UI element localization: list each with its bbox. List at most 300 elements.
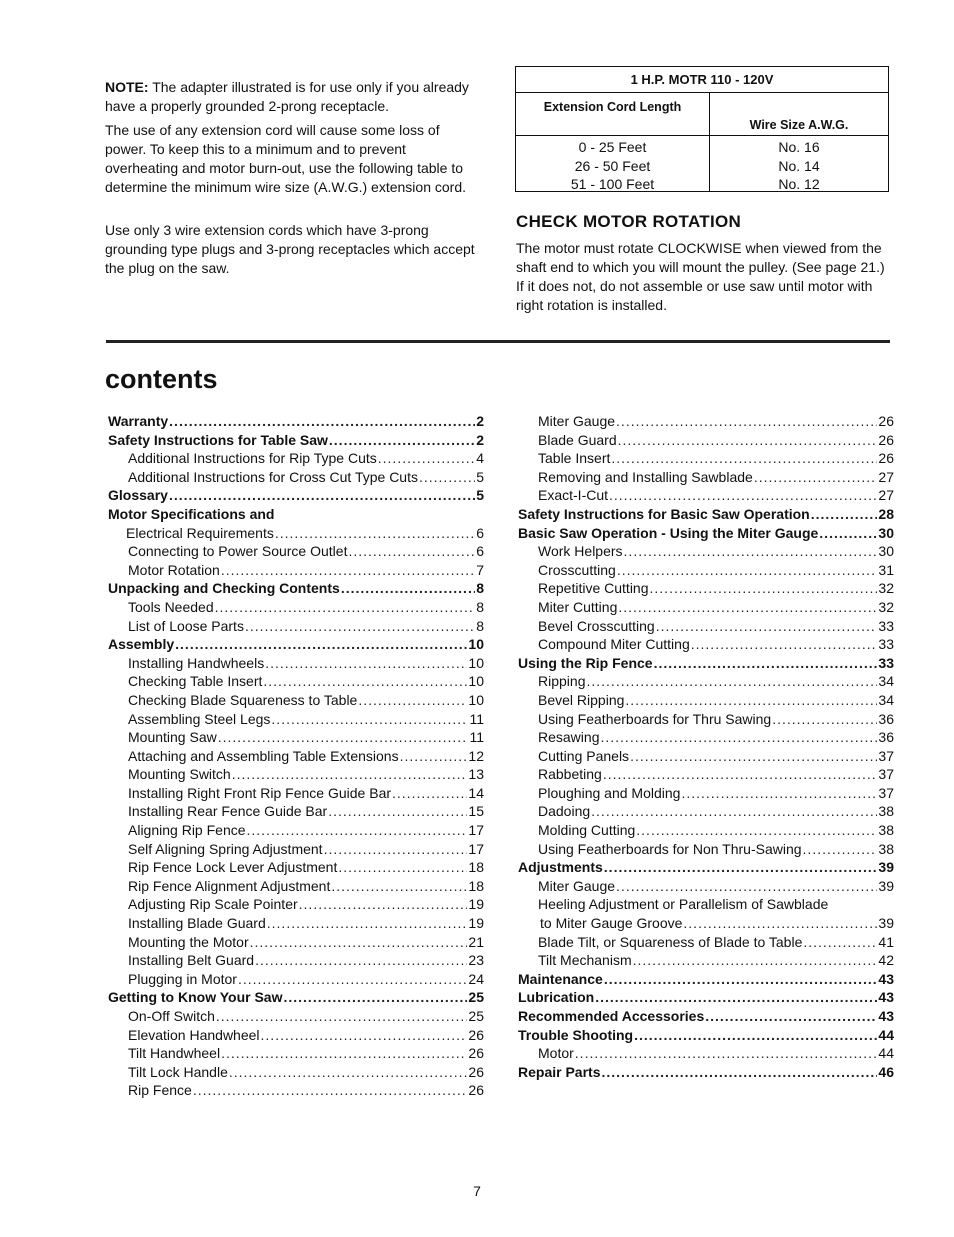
toc-entry-page: 8: [476, 617, 484, 634]
toc-leader-dots: [328, 802, 467, 821]
toc-entry: [108, 951, 484, 970]
toc-entry-page: 17: [468, 822, 484, 839]
toc-leader-dots: [218, 728, 469, 747]
toc-entry: [108, 821, 484, 840]
toc-entry-label: Aligning Rip Fence: [128, 822, 246, 839]
toc-entry: [108, 561, 484, 580]
toc-leader-dots: [616, 412, 877, 431]
toc-leader-dots: [634, 1026, 877, 1045]
page-number: 7: [473, 1183, 481, 1199]
toc-entry-page: 26: [878, 431, 894, 448]
toc-entry: [108, 617, 484, 636]
toc-entry: [518, 710, 894, 729]
col-header-length: Extension Cord Length: [543, 100, 682, 114]
toc-leader-dots: [331, 877, 467, 896]
toc-entry-label: Lubrication: [518, 989, 595, 1006]
toc-entry-label: Resawing: [538, 729, 600, 746]
toc-entry-label: Basic Saw Operation - Using the Miter Gauge: [518, 524, 819, 541]
toc-entry-label: to Miter Gauge Groove: [540, 915, 683, 932]
toc-entry-page: 33: [878, 636, 894, 653]
toc-entry-label: Exact-I-Cut: [538, 487, 609, 504]
toc-entry-label: Unpacking and Checking Contents: [108, 580, 340, 597]
toc-entry: [108, 914, 484, 933]
toc-leader-dots: [299, 895, 468, 914]
toc-entry: [518, 933, 894, 952]
toc-entry: [108, 858, 484, 877]
table-row: [516, 157, 888, 176]
toc-leader-dots: [754, 468, 878, 487]
toc-entry-page: 11: [469, 710, 484, 727]
toc-entry-page: 38: [878, 822, 894, 839]
toc-leader-dots: [392, 784, 467, 803]
toc-entry: [518, 951, 894, 970]
toc-entry-label: Mounting the Motor: [128, 933, 249, 950]
toc-entry: [108, 635, 484, 654]
toc-entry-page: 6: [476, 524, 484, 541]
toc-leader-dots: [630, 747, 877, 766]
col-header-wire-size: Wire Size A.W.G.: [749, 118, 849, 132]
table-header-row: [516, 93, 888, 136]
toc-entry-label: Miter Gauge: [538, 413, 616, 429]
toc-entry-label: Rabbeting: [538, 766, 602, 783]
contents-title: contents: [105, 364, 218, 394]
toc-entry-label: Electrical Requirements: [126, 524, 274, 541]
toc-entry-page: 46: [878, 1063, 894, 1080]
toc-entry-label: Repetitive Cutting: [538, 580, 649, 597]
toc-entry-page: 33: [878, 654, 894, 671]
toc-entry-label: Adjustments: [518, 859, 603, 876]
cell-size: No. 14: [778, 158, 820, 174]
extension-cord-paragraph: The use of any extension cord will cause some loss of power. To keep this to a minimum and to prevent overheating and motor burn-out, use the following table to determine the minimum wire size (A.W.G.) extension cord.: [105, 122, 467, 195]
toc-leader-dots: [245, 617, 475, 636]
toc-entry-page: 36: [878, 729, 894, 746]
toc-entry-page: 10: [468, 673, 484, 690]
toc-entry-page: 38: [878, 803, 894, 820]
toc-entry-label: Additional Instructions for Cross Cut Type Cuts: [128, 468, 418, 485]
toc-leader-dots: [633, 951, 878, 970]
toc-entry-label: Miter Gauge: [538, 877, 616, 894]
toc-entry-label: Assembly: [108, 636, 175, 653]
toc-entry-label: Rip Fence: [128, 1082, 192, 1099]
toc-entry: [108, 710, 484, 729]
toc-entry: [518, 561, 894, 580]
toc-entry-label: Installing Blade Guard: [128, 915, 266, 932]
toc-entry-label: Installing Belt Guard: [128, 952, 255, 969]
toc-leader-dots: [803, 933, 877, 952]
toc-entry: [518, 1007, 894, 1026]
toc-entry-label: Ploughing and Molding: [538, 784, 681, 801]
toc-entry: [108, 412, 484, 431]
toc-leader-dots: [616, 877, 877, 896]
toc-leader-dots: [216, 1007, 468, 1026]
toc-entry-label: Tilt Lock Handle: [128, 1063, 228, 1080]
toc-entry: [108, 877, 484, 896]
toc-entry-label: Rip Fence Alignment Adjustment: [128, 877, 331, 894]
toc-entry: [108, 728, 484, 747]
toc-leader-dots: [193, 1081, 468, 1100]
toc-leader-dots: [650, 579, 878, 598]
toc-entry-page: 10: [468, 691, 484, 708]
toc-entry: [518, 802, 894, 821]
toc-entry-page: 11: [469, 729, 484, 746]
toc-entry-label: Installing Handwheels: [128, 654, 265, 671]
toc-leader-dots: [261, 1026, 468, 1045]
toc-entry-label: Table Insert: [538, 450, 611, 467]
toc-entry: [108, 784, 484, 803]
toc-leader-dots: [229, 1063, 468, 1082]
toc-leader-dots: [618, 431, 878, 450]
toc-entry: [518, 617, 894, 636]
toc-leader-dots: [604, 970, 878, 989]
toc-leader-dots: [400, 747, 468, 766]
toc-entry-page: 43: [878, 1008, 894, 1024]
toc-entry-page: 34: [878, 673, 894, 690]
toc-entry: [518, 1063, 894, 1082]
toc-entry: [518, 970, 894, 989]
toc-leader-dots: [215, 598, 476, 617]
toc-entry: [518, 598, 894, 617]
toc-leader-dots: [338, 858, 467, 877]
toc-entry-label: Installing Rear Fence Guide Bar: [128, 803, 328, 820]
toc-leader-dots: [238, 970, 467, 989]
cell-size: No. 16: [778, 139, 820, 155]
toc-entry-page: 10: [468, 654, 484, 671]
table-row: [516, 175, 888, 194]
toc-leader-dots: [169, 486, 475, 505]
toc-entry-page: 37: [878, 747, 894, 764]
toc-entry-page: 4: [476, 450, 484, 467]
toc-leader-dots: [624, 542, 878, 561]
toc-entry-page: 14: [468, 784, 484, 801]
toc-entry-label: Additional Instructions for Rip Type Cuts: [128, 450, 377, 467]
toc-entry-page: 41: [878, 933, 894, 950]
toc-entry-label: Using Featherboards for Non Thru-Sawing: [538, 840, 802, 857]
toc-leader-dots: [265, 654, 467, 673]
toc-entry-page: 44: [878, 1045, 894, 1062]
toc-entry-label: Miter Cutting: [538, 598, 618, 615]
toc-entry: [518, 579, 894, 598]
toc-entry: [108, 524, 484, 543]
toc-entry-page: 26: [468, 1045, 484, 1062]
toc-entry-page: 26: [468, 1082, 484, 1099]
toc-leader-dots: [611, 449, 877, 468]
toc-entry-page: 5: [476, 468, 484, 485]
toc-entry-label: Ripping: [538, 673, 586, 690]
toc-entry-label: Using Featherboards for Thru Sawing: [538, 710, 772, 727]
toc-entry: [108, 1026, 484, 1045]
toc-entry-label: Crosscutting: [538, 561, 616, 578]
toc-entry-label: Installing Right Front Rip Fence Guide Bar: [128, 784, 392, 801]
toc-leader-dots: [803, 840, 878, 859]
toc-entry: [518, 412, 894, 431]
toc-entry-page: 13: [468, 766, 484, 783]
toc-entry: [518, 468, 894, 487]
toc-entry-page: 34: [878, 691, 894, 708]
toc-entry-label: Mounting Saw: [128, 729, 217, 746]
toc-entry-page: 37: [878, 766, 894, 783]
toc-entry-label: Work Helpers: [538, 543, 623, 560]
toc-entry-label: Heeling Adjustment or Parallelism of Sawblade: [538, 896, 829, 913]
toc-entry-page: 19: [468, 896, 484, 913]
toc-entry: [518, 728, 894, 747]
toc-entry-page: 27: [878, 468, 894, 485]
wire-size-table: [515, 66, 889, 192]
toc-entry-page: 39: [878, 859, 894, 876]
toc-leader-dots: [595, 988, 877, 1007]
toc-entry: [108, 840, 484, 859]
toc-entry-page: 6: [476, 543, 484, 560]
toc-entry-label: Compound Miter Cutting: [538, 636, 690, 653]
toc-entry-page: 28: [878, 505, 894, 522]
toc-entry-label: List of Loose Parts: [128, 617, 244, 634]
toc-leader-dots: [819, 524, 877, 543]
toc-entry-page: 38: [878, 840, 894, 857]
toc-entry-label: Tilt Mechanism: [538, 952, 632, 969]
toc-leader-dots: [591, 802, 877, 821]
toc-entry: [108, 747, 484, 766]
toc-leader-dots: [267, 914, 468, 933]
toc-entry-label: Getting to Know Your Saw: [108, 989, 283, 1006]
toc-entry-page: 26: [468, 1026, 484, 1043]
toc-leader-dots: [625, 691, 877, 710]
toc-entry-label: Assembling Steel Legs: [128, 710, 271, 727]
toc-entry: [108, 802, 484, 821]
toc-entry-page: 36: [878, 710, 894, 727]
toc-entry-label: Warranty: [108, 413, 169, 429]
toc-entry-label: On-Off Switch: [128, 1008, 215, 1024]
toc-entry: [108, 542, 484, 561]
cell-length: 26 - 50 Feet: [574, 158, 651, 174]
toc-entry-label: Motor Rotation: [128, 561, 220, 578]
toc-entry-label: Self Aligning Spring Adjustment: [128, 840, 323, 857]
toc-leader-dots: [263, 672, 467, 691]
toc-leader-dots: [378, 449, 475, 468]
toc-entry: [518, 505, 894, 524]
toc-entry-page: 12: [468, 747, 484, 764]
toc-entry-label: Recommended Accessories: [518, 1008, 705, 1024]
toc-entry-page: 32: [878, 580, 894, 597]
toc-entry-page: 43: [878, 989, 894, 1006]
toc-leader-dots: [221, 561, 475, 580]
toc-leader-dots: [324, 840, 468, 859]
toc-leader-dots: [636, 821, 877, 840]
toc-leader-dots: [681, 784, 877, 803]
toc-entry: [108, 505, 484, 524]
toc-leader-dots: [618, 598, 877, 617]
toc-entry-page: 42: [878, 952, 894, 969]
toc-leader-dots: [175, 635, 467, 654]
toc-entry: [518, 784, 894, 803]
toc-entry-label: Elevation Handwheel: [128, 1026, 260, 1043]
toc-entry-page: 25: [468, 1008, 484, 1024]
toc-entry-page: 8: [476, 580, 484, 597]
toc-entry: [518, 765, 894, 784]
toc-entry-page: 15: [468, 803, 484, 820]
toc-entry-label: Tools Needed: [128, 598, 214, 615]
toc-entry: [518, 1044, 894, 1063]
toc-entry-label: Blade Tilt, or Squareness of Blade to Table: [538, 933, 803, 950]
toc-entry: [518, 914, 894, 933]
toc-entry-label: Removing and Installing Sawblade: [538, 468, 753, 485]
toc-entry-page: 7: [476, 561, 484, 578]
toc-right-column: [518, 412, 894, 1081]
toc-entry: [108, 1081, 484, 1100]
toc-entry-label: Safety Instructions for Table Saw: [108, 431, 328, 448]
toc-entry-page: 39: [878, 915, 894, 932]
toc-entry-label: Repair Parts: [518, 1063, 601, 1080]
toc-entry-page: 27: [878, 487, 894, 504]
toc-entry: [518, 524, 894, 543]
toc-entry-page: 30: [878, 524, 894, 541]
toc-leader-dots: [169, 412, 475, 431]
toc-entry: [518, 877, 894, 896]
toc-leader-dots: [601, 1063, 877, 1082]
toc-entry-label: Attaching and Assembling Table Extensions: [128, 747, 399, 764]
toc-entry: [518, 486, 894, 505]
toc-entry-page: 18: [468, 877, 484, 894]
toc-leader-dots: [772, 710, 877, 729]
toc-entry-label: Bevel Crosscutting: [538, 617, 655, 634]
toc-entry: [518, 449, 894, 468]
toc-leader-dots: [341, 579, 475, 598]
cell-size: No. 12: [778, 176, 820, 192]
toc-entry-page: 31: [878, 561, 894, 578]
toc-entry-page: 25: [468, 989, 484, 1006]
toc-entry-page: 26: [468, 1063, 484, 1080]
toc-entry-label: Rip Fence Lock Lever Adjustment: [128, 859, 338, 876]
toc-entry: [108, 449, 484, 468]
toc-entry: [518, 635, 894, 654]
toc-entry-page: 26: [878, 450, 894, 467]
toc-leader-dots: [329, 431, 475, 450]
toc-entry: [518, 858, 894, 877]
toc-leader-dots: [656, 617, 878, 636]
toc-entry-page: 44: [878, 1026, 894, 1043]
toc-leader-dots: [575, 1044, 878, 1063]
toc-leader-dots: [271, 710, 468, 729]
toc-entry-label: Connecting to Power Source Outlet: [128, 543, 348, 560]
toc-entry-page: 10: [468, 636, 484, 653]
toc-leader-dots: [609, 486, 877, 505]
toc-entry: [108, 468, 484, 487]
toc-leader-dots: [232, 765, 468, 784]
toc-entry: [108, 486, 484, 505]
toc-leader-dots: [283, 988, 467, 1007]
toc-leader-dots: [654, 654, 878, 673]
toc-entry-label: Using the Rip Fence: [518, 654, 653, 671]
toc-entry-page: 17: [468, 840, 484, 857]
toc-entry: [518, 988, 894, 1007]
toc-entry: [108, 933, 484, 952]
toc-entry-label: Tilt Handwheel: [128, 1045, 221, 1062]
toc-leader-dots: [358, 691, 467, 710]
note-label: NOTE:: [105, 79, 149, 95]
toc-entry: [108, 431, 484, 450]
toc-entry: [518, 1026, 894, 1045]
toc-entry-page: 18: [468, 859, 484, 876]
toc-entry-page: 33: [878, 617, 894, 634]
cell-length: 0 - 25 Feet: [578, 139, 647, 155]
toc-leader-dots: [255, 951, 467, 970]
toc-entry: [108, 765, 484, 784]
toc-entry-label: Checking Table Insert: [128, 673, 263, 690]
table-title: 1 H.P. MOTR 110 - 120V: [516, 67, 888, 93]
toc-entry-page: 32: [878, 598, 894, 615]
toc-leader-dots: [221, 1044, 467, 1063]
toc-leader-dots: [811, 505, 878, 524]
toc-entry-page: 19: [468, 915, 484, 932]
toc-entry-page: 21: [468, 933, 484, 950]
toc-entry-label: Molding Cutting: [538, 822, 636, 839]
toc-entry: [518, 431, 894, 450]
toc-entry: [108, 1063, 484, 1082]
note-paragraph: [105, 78, 480, 116]
note-text: The adapter illustrated is for use only if you already have a properly grounded 2-prong receptacle.: [105, 79, 469, 114]
toc-entry: [518, 654, 894, 673]
section-divider: [106, 340, 890, 343]
toc-entry: [108, 1044, 484, 1063]
toc-entry-label: Glossary: [108, 487, 168, 504]
toc-entry-label: Trouble Shooting: [518, 1026, 634, 1043]
toc-entry: [108, 1007, 484, 1026]
toc-entry: [108, 988, 484, 1007]
three-wire-paragraph: Use only 3 wire extension cords which have 3-prong grounding type plugs and 3-prong receptacles which accept the plug on the saw.: [105, 222, 475, 276]
toc-entry-page: 8: [476, 598, 484, 615]
toc-leader-dots: [247, 821, 468, 840]
toc-entry: [518, 747, 894, 766]
table-row: [516, 138, 888, 157]
toc-entry-page: 26: [878, 413, 894, 429]
toc-leader-dots: [617, 561, 878, 580]
toc-leader-dots: [691, 635, 878, 654]
toc-entry-page: 2: [476, 431, 484, 448]
toc-leader-dots: [600, 728, 877, 747]
toc-entry-page: 23: [468, 952, 484, 969]
toc-leader-dots: [604, 858, 878, 877]
toc-entry: [108, 654, 484, 673]
toc-entry: [108, 598, 484, 617]
toc-entry-label: Motor Specifications and: [108, 505, 275, 522]
toc-entry-page: 24: [468, 970, 484, 987]
toc-entry: [518, 821, 894, 840]
toc-entry-label: Adjusting Rip Scale Pointer: [128, 896, 298, 913]
toc-entry-label: Dadoing: [538, 803, 591, 820]
rotation-heading: CHECK MOTOR ROTATION: [516, 212, 742, 231]
toc-entry-page: 2: [476, 413, 484, 429]
toc-entry-label: Safety Instructions for Basic Saw Operation: [518, 505, 810, 522]
toc-entry: [108, 895, 484, 914]
toc-entry-page: 30: [878, 543, 894, 560]
toc-entry: [518, 672, 894, 691]
toc-entry: [108, 672, 484, 691]
toc-leader-dots: [419, 468, 475, 487]
toc-leader-dots: [586, 672, 877, 691]
toc-entry-label: Motor: [538, 1045, 574, 1062]
toc-entry: [108, 579, 484, 598]
rotation-text: The motor must rotate CLOCKWISE when viewed from the shaft end to which you will mount the pulley. (See page 21.) If it does not, do not assemble or use saw until motor with right rotation is installed.: [516, 240, 885, 313]
toc-entry-label: Checking Blade Squareness to Table: [128, 691, 358, 708]
toc-entry-page: 5: [476, 487, 484, 504]
toc-entry: [108, 691, 484, 710]
toc-entry-page: 37: [878, 784, 894, 801]
toc-leader-dots: [275, 524, 475, 543]
toc-entry: [518, 895, 894, 914]
toc-left-column: [108, 412, 484, 1100]
toc-entry-page: 39: [878, 877, 894, 894]
toc-leader-dots: [683, 914, 877, 933]
toc-entry-label: Mounting Switch: [128, 766, 231, 783]
toc-entry: [518, 542, 894, 561]
